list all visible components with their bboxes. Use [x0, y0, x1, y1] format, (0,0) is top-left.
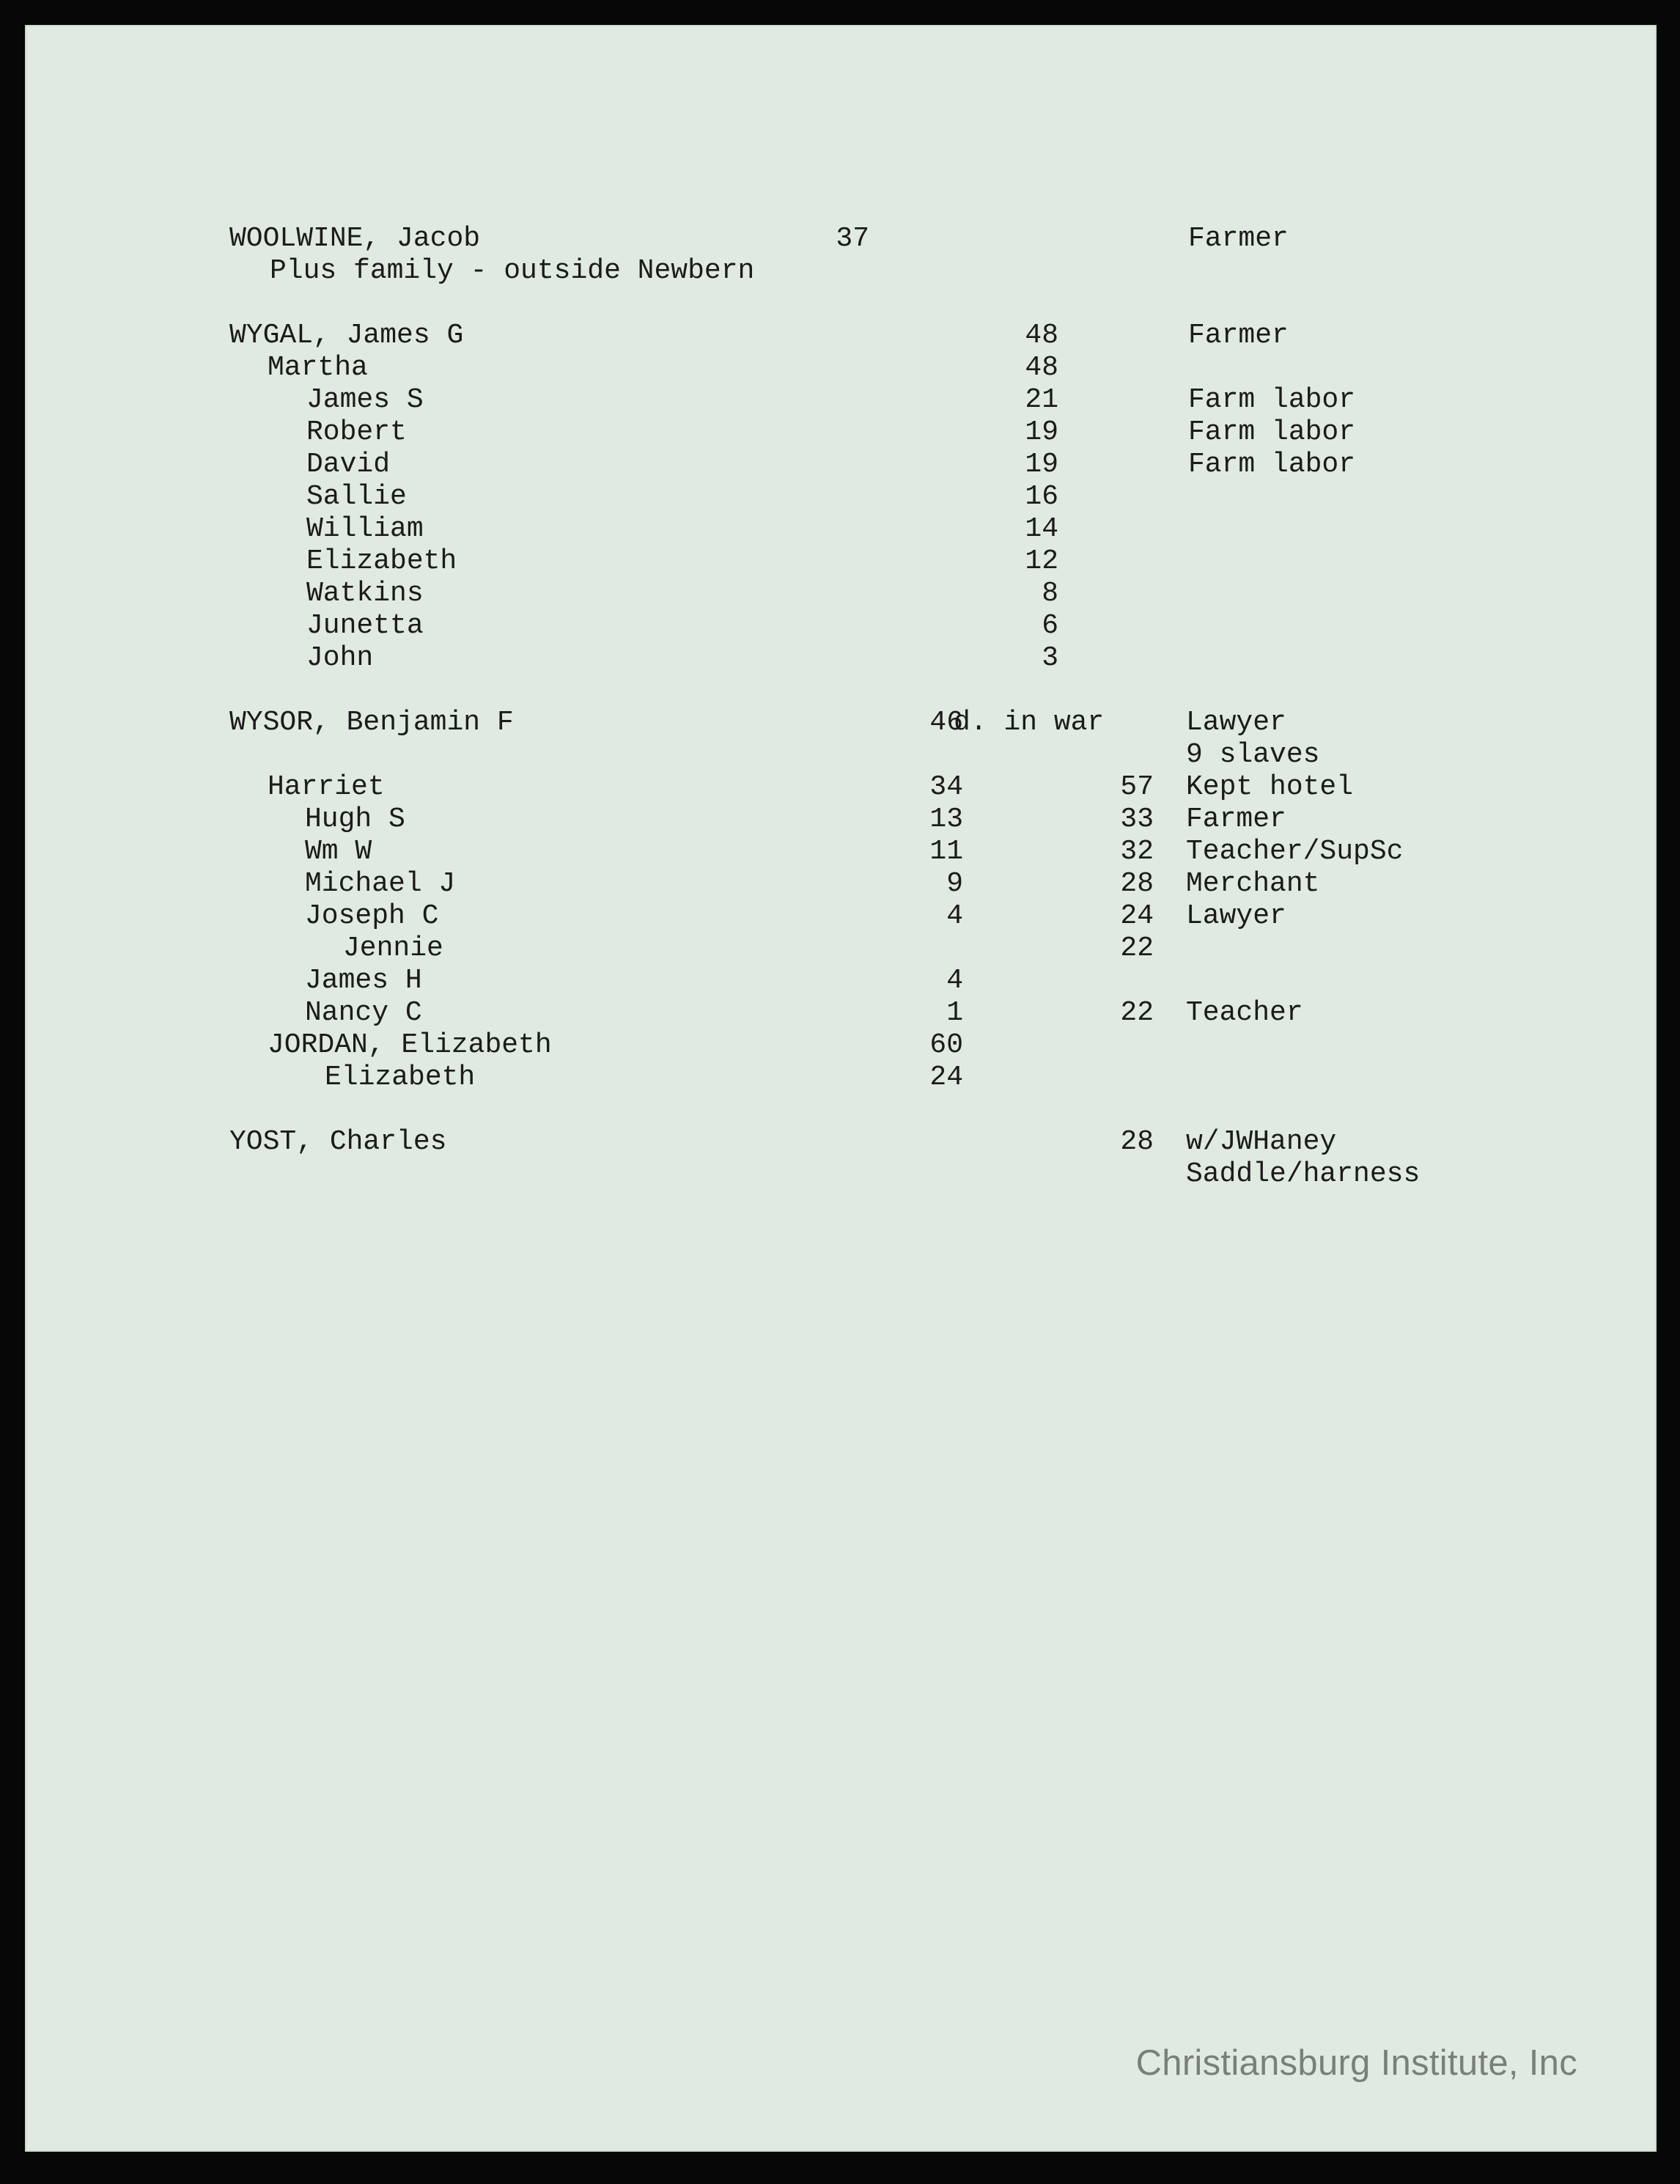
- wygal-member-age: 6: [1042, 610, 1058, 641]
- wygal-member-name: David: [306, 449, 391, 480]
- wygal-member-name: Robert: [306, 416, 407, 448]
- wysor-member-age: 34: [929, 771, 963, 803]
- wygal-member-name: Martha: [268, 352, 368, 383]
- wysor-member-occupation: Merchant: [1186, 868, 1320, 900]
- wygal-member-age: 21: [1025, 384, 1058, 416]
- wysor-member-name: Harriet: [268, 771, 385, 803]
- wysor-head-occupation: Lawyer: [1186, 707, 1286, 738]
- woolwine-name: WOOLWINE, Jacob: [229, 223, 481, 254]
- wysor-member-age: 13: [929, 804, 963, 835]
- wygal-member-age: 3: [1042, 642, 1058, 674]
- wysor-member-age-later: 57: [1120, 771, 1154, 803]
- wygal-member-age: 19: [1025, 449, 1058, 480]
- wysor-member-age: 4: [946, 900, 963, 932]
- wysor-member-name: Joseph C: [305, 900, 439, 932]
- yost-name: YOST, Charles: [229, 1126, 447, 1158]
- wygal-member-name: John: [306, 642, 374, 674]
- wysor-member-occupation: Kept hotel: [1186, 771, 1354, 803]
- wysor-member-age: 24: [929, 1062, 963, 1093]
- wysor-member-age: 4: [946, 965, 963, 996]
- wysor-head-extra: 9 slaves: [1186, 739, 1320, 771]
- wygal-member-name: Sallie: [306, 481, 407, 512]
- wysor-member-age: 1: [946, 997, 963, 1029]
- wygal-member-age: 12: [1025, 545, 1058, 577]
- wysor-member-occupation: Lawyer: [1186, 900, 1286, 932]
- wysor-member-age: 11: [929, 836, 963, 867]
- wysor-member-occupation: Farmer: [1186, 804, 1286, 835]
- wysor-member-name: Nancy C: [305, 997, 422, 1029]
- wygal-member-name: Watkins: [306, 578, 424, 609]
- wygal-member-occupation: Farm labor: [1188, 384, 1356, 416]
- wysor-member-age: 9: [946, 868, 963, 900]
- wygal-member-name: Junetta: [306, 610, 424, 641]
- wysor-member-age-later: 24: [1120, 900, 1154, 932]
- wysor-member-age: 60: [929, 1029, 963, 1061]
- wysor-member-occupation: Teacher: [1186, 997, 1303, 1029]
- woolwine-note: Plus family - outside Newbern: [270, 255, 755, 287]
- wysor-member-age-later: 32: [1120, 836, 1154, 867]
- wysor-member-name: Jennie: [343, 933, 443, 964]
- yost-occupation: w/JWHaney: [1186, 1126, 1337, 1158]
- yost-age: 28: [1120, 1126, 1154, 1158]
- wygal-member-age: 19: [1025, 416, 1058, 448]
- wygal-head-age: 48: [1025, 320, 1058, 351]
- yost-occupation-detail: Saddle/harness: [1186, 1158, 1421, 1190]
- wysor-head-note: d. in war: [954, 707, 1105, 738]
- wygal-member-occupation: Farm labor: [1188, 449, 1356, 480]
- wygal-member-name: William: [306, 513, 424, 545]
- wysor-member-name: Michael J: [305, 868, 456, 900]
- wygal-member-name: Elizabeth: [306, 545, 457, 577]
- wygal-member-occupation: Farm labor: [1188, 416, 1356, 448]
- wygal-member-age: 16: [1025, 481, 1058, 512]
- wysor-member-age-later: 28: [1120, 868, 1154, 900]
- wysor-member-age-later: 22: [1120, 997, 1154, 1029]
- woolwine-occupation: Farmer: [1188, 223, 1289, 254]
- wysor-member-name: JORDAN, Elizabeth: [268, 1029, 552, 1061]
- wygal-member-age: 14: [1025, 513, 1058, 545]
- wysor-member-name: James H: [305, 965, 422, 996]
- wysor-member-age-later: 33: [1120, 804, 1154, 835]
- wysor-member-name: Wm W: [305, 836, 372, 867]
- wysor-member-name: Elizabeth: [325, 1062, 476, 1093]
- wysor-member-occupation: Teacher/SupSc: [1186, 836, 1404, 867]
- wysor-head-age: 46: [929, 707, 963, 738]
- wysor-member-age-later: 22: [1120, 933, 1154, 964]
- paper-sheet: [25, 25, 1657, 2152]
- wygal-member-name: James S: [306, 384, 424, 416]
- woolwine-age: 37: [836, 223, 869, 254]
- wygal-head-occupation: Farmer: [1188, 320, 1289, 351]
- wygal-head-name: WYGAL, James G: [229, 320, 464, 351]
- watermark: Christiansburg Institute, Inc: [1135, 2043, 1577, 2083]
- wygal-member-age: 48: [1025, 352, 1058, 383]
- wygal-member-age: 8: [1042, 578, 1058, 609]
- wysor-head-name: WYSOR, Benjamin F: [229, 707, 514, 738]
- wysor-member-name: Hugh S: [305, 804, 405, 835]
